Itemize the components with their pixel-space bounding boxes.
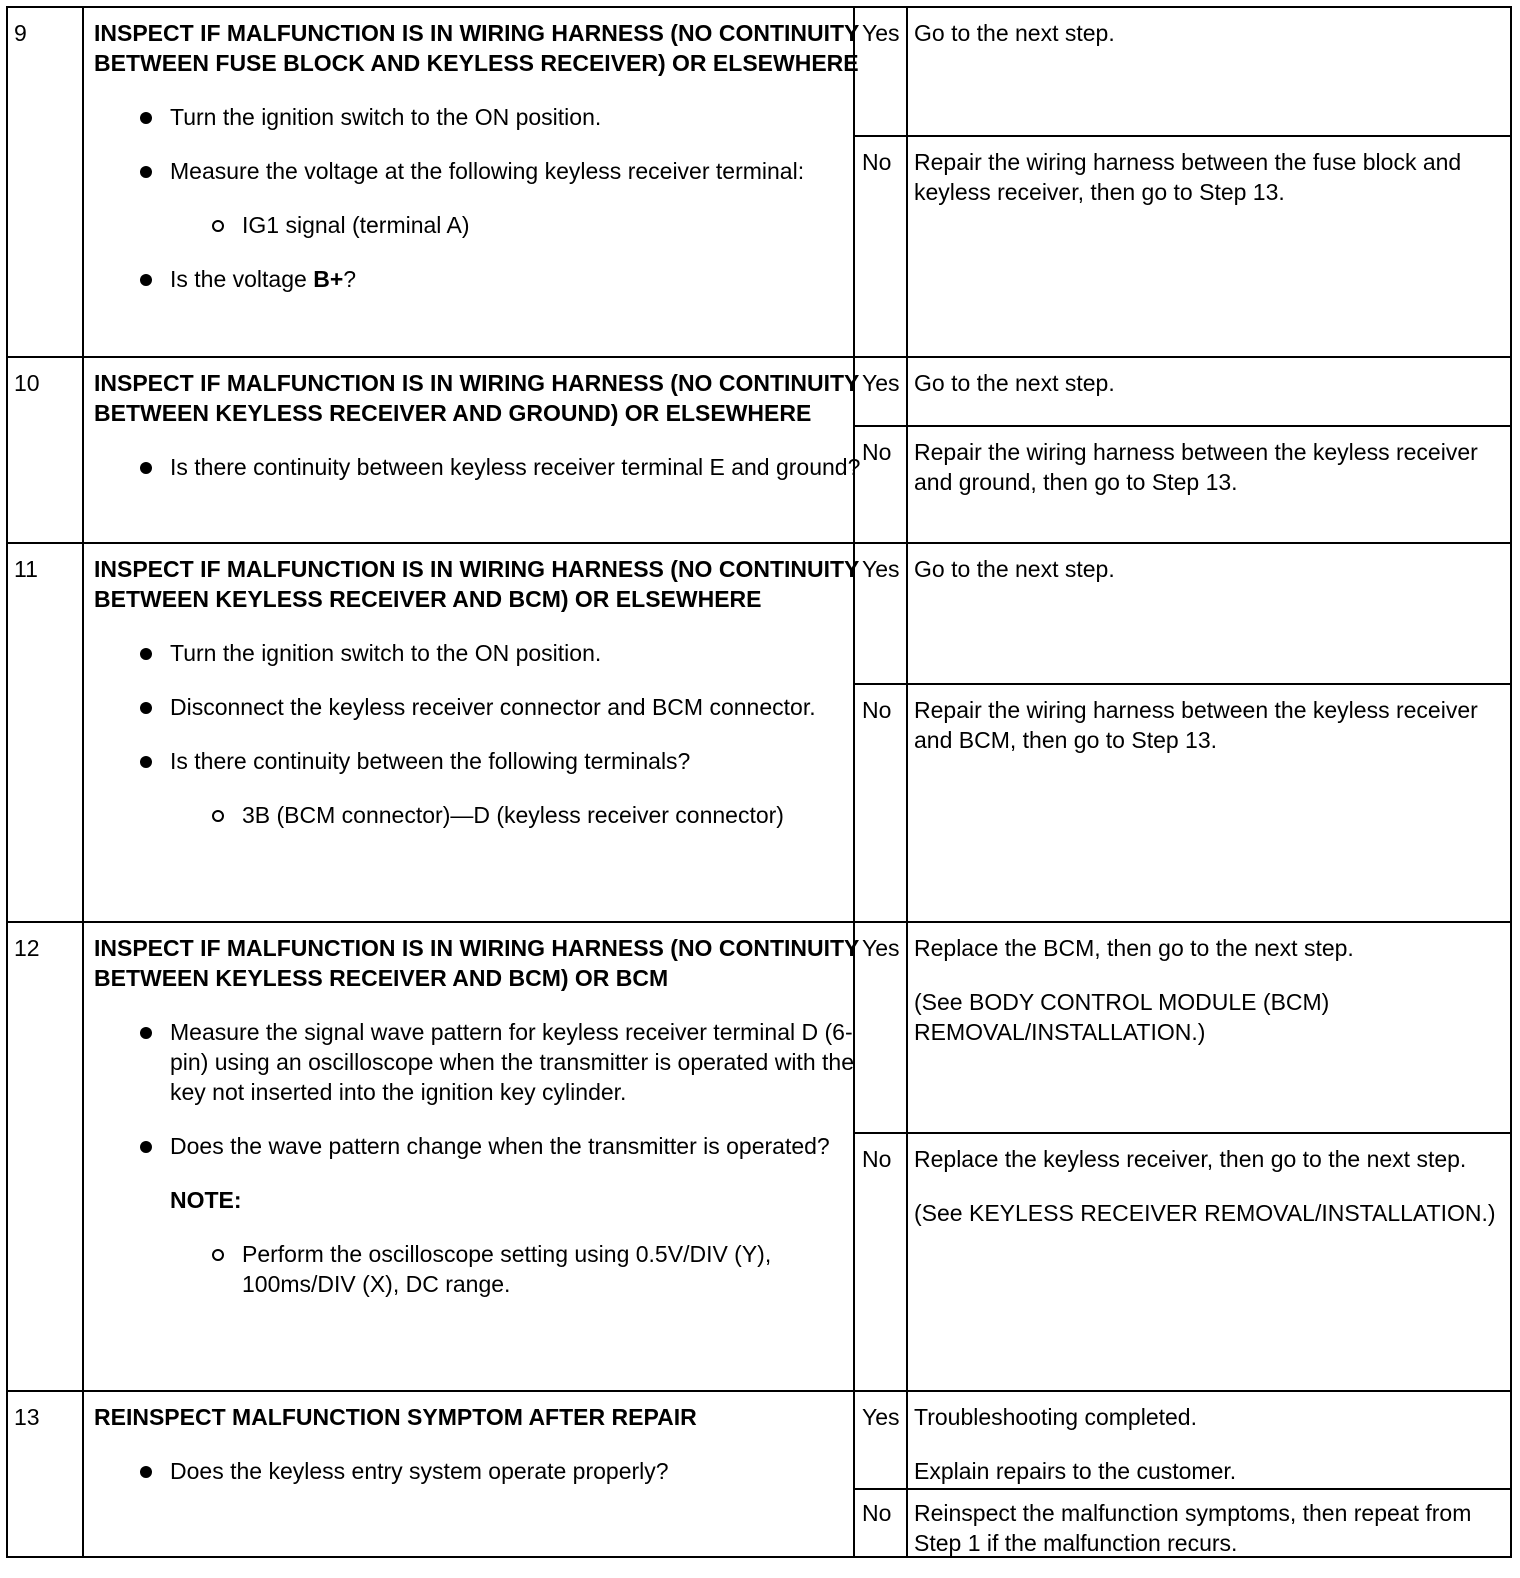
bullet-item: Turn the ignition switch to the ON position. [94,638,864,668]
step-title: INSPECT IF MALFUNCTION IS IN WIRING HARNESS (NO CONTINUITY BETWEEN KEYLESS RECEIVER AND GROUND) OR ELSEWHERE [94,370,859,426]
no-label: No [862,439,892,465]
yes-label: Yes [862,20,900,46]
yes-result: Go to the next step. [914,556,1115,582]
sub-bullet-item: 3B (BCM connector)—D (keyless receiver connector) [94,800,864,830]
step-content [94,1402,864,1486]
bullet-item: Measure the signal wave pattern for keyless receiver terminal D (6-pin) using an oscilloscope when the transmitter is operated with the key not inserted into the ignition key cylinder. [94,1017,864,1107]
bullet-item: Disconnect the keyless receiver connector and BCM connector. [94,692,864,722]
bullet-item: Measure the voltage at the following keyless receiver terminal: [94,156,864,186]
bullet-item: Is the voltage B+? [94,264,864,294]
note-label: NOTE: [170,1187,242,1213]
no-result: Repair the wiring harness between the keyless receiver and BCM, then go to Step 13. [914,697,1478,753]
bullet-item: Turn the ignition switch to the ON position. [94,102,864,132]
step-row-10 [6,356,1512,543]
step-row-11 [6,542,1512,922]
sub-bullet-item: IG1 signal (terminal A) [94,210,864,240]
step-title: REINSPECT MALFUNCTION SYMPTOM AFTER REPAIR [94,1404,697,1430]
reference-link: (See KEYLESS RECEIVER REMOVAL/INSTALLATION.) [914,1200,1496,1226]
step-row-13 [6,1390,1512,1558]
step-title: INSPECT IF MALFUNCTION IS IN WIRING HARNESS (NO CONTINUITY BETWEEN KEYLESS RECEIVER AND BCM) OR ELSEWHERE [94,556,859,612]
reference-link: (See BODY CONTROL MODULE (BCM) REMOVAL/INSTALLATION.) [914,989,1330,1045]
bullet-item: Is there continuity between keyless receiver terminal E and ground? [94,452,864,482]
yes-label: Yes [862,1404,900,1430]
no-label: No [862,697,892,723]
no-label: No [862,1500,892,1526]
no-label: No [862,149,892,175]
step-number: 9 [14,20,27,46]
bullet-item: Is there continuity between the following terminals? [94,746,864,776]
yes-result: Go to the next step. [914,20,1115,46]
no-result: Replace the keyless receiver, then go to the next step. (See KEYLESS RECEIVER REMOVAL/INSTALLATION.) [914,1144,1504,1228]
voltage-value: B+ [313,266,344,292]
yes-label: Yes [862,935,900,961]
step-title: INSPECT IF MALFUNCTION IS IN WIRING HARNESS (NO CONTINUITY BETWEEN KEYLESS RECEIVER AND BCM) OR BCM [94,935,859,991]
step-content [94,18,864,294]
step-row-9 [6,6,1512,357]
bullet-item: Does the wave pattern change when the transmitter is operated? [94,1131,864,1161]
sub-bullet-item: Perform the oscilloscope setting using 0.5V/DIV (Y), 100ms/DIV (X), DC range. [94,1239,864,1299]
no-result: Reinspect the malfunction symptoms, then repeat from Step 1 if the malfunction recurs. [914,1500,1472,1556]
step-content [94,368,864,482]
bullet-item: Does the keyless entry system operate properly? [94,1456,864,1486]
step-content [94,933,864,1299]
yes-label: Yes [862,370,900,396]
no-label: No [862,1146,892,1172]
step-number: 13 [14,1404,40,1430]
step-title: INSPECT IF MALFUNCTION IS IN WIRING HARNESS (NO CONTINUITY BETWEEN FUSE BLOCK AND KEYLESS RECEIVER) OR ELSEWHERE [94,20,859,76]
step-number: 11 [14,556,38,582]
yes-result: Replace the BCM, then go to the next step. (See BODY CONTROL MODULE (BCM) REMOVAL/INSTALLATION.) [914,933,1504,1047]
step-row-12 [6,921,1512,1391]
step-content [94,554,864,830]
step-number: 10 [14,370,40,396]
no-result: Repair the wiring harness between the keyless receiver and ground, then go to Step 13. [914,439,1478,495]
yes-result: Troubleshooting completed. Explain repairs to the customer. [914,1404,1237,1484]
no-result: Repair the wiring harness between the fuse block and keyless receiver, then go to Step 13. [914,149,1462,205]
yes-label: Yes [862,556,900,582]
step-number: 12 [14,935,40,961]
yes-result: Go to the next step. [914,370,1115,396]
